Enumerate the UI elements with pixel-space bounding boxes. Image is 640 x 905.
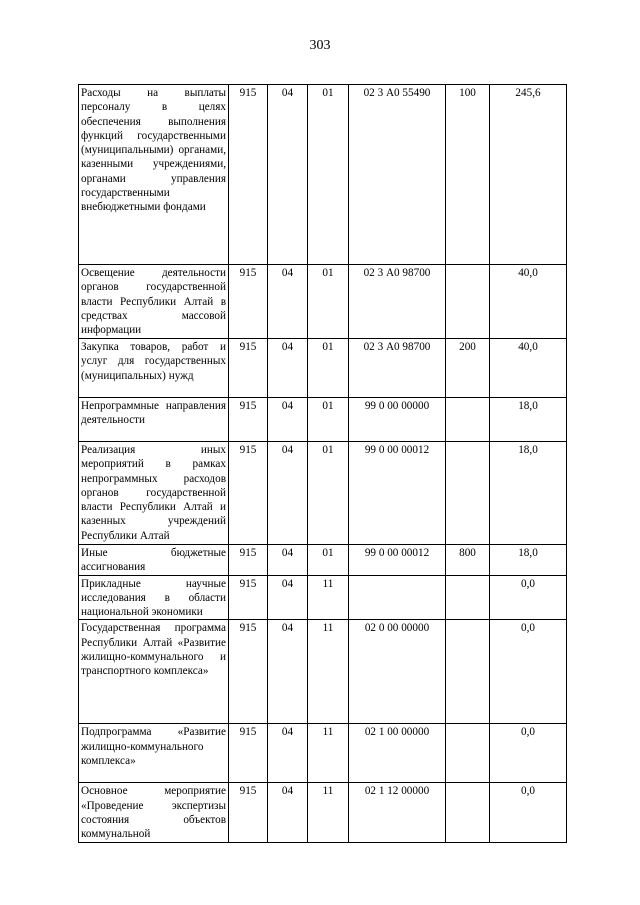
target-article-cell: 02 3 А0 55490 xyxy=(349,85,446,265)
amount-cell: 0,0 xyxy=(490,620,567,724)
section-code-cell: 04 xyxy=(268,575,308,620)
expense-type-cell xyxy=(446,724,490,783)
section-code-cell: 04 xyxy=(268,85,308,265)
expense-type-cell xyxy=(446,575,490,620)
table-row xyxy=(79,339,567,398)
target-article-cell: 99 0 00 00000 xyxy=(349,398,446,442)
table-row xyxy=(79,398,567,442)
expense-type-cell xyxy=(446,620,490,724)
expense-name-cell: Государственная программа Республики Алтай «Развитие жилищно-коммунального и транспортного комплекса» xyxy=(79,620,229,724)
subsection-code-cell: 01 xyxy=(308,442,349,545)
section-code-cell: 04 xyxy=(268,265,308,339)
amount-cell: 18,0 xyxy=(490,545,567,576)
target-article-cell: 02 0 00 00000 xyxy=(349,620,446,724)
section-code-cell: 04 xyxy=(268,442,308,545)
section-code-cell: 04 xyxy=(268,398,308,442)
subsection-code-cell: 11 xyxy=(308,783,349,842)
target-article-cell xyxy=(349,575,446,620)
amount-cell: 0,0 xyxy=(490,783,567,842)
ministry-code-cell: 915 xyxy=(229,575,268,620)
amount-cell: 40,0 xyxy=(490,265,567,339)
expense-name-cell: Подпрограмма «Развитие жилищно-коммунального комплекса» xyxy=(79,724,229,783)
section-code-cell: 04 xyxy=(268,724,308,783)
expense-type-cell xyxy=(446,398,490,442)
table-row xyxy=(79,620,567,724)
expense-name-cell: Освещение деятельности органов государственной власти Республики Алтай в средствах массовой информации xyxy=(79,265,229,339)
target-article-cell: 02 1 12 00000 xyxy=(349,783,446,842)
subsection-code-cell: 11 xyxy=(308,724,349,783)
subsection-code-cell: 01 xyxy=(308,265,349,339)
expense-name-cell: Непрограммные направления деятельности xyxy=(79,398,229,442)
subsection-code-cell: 01 xyxy=(308,85,349,265)
target-article-cell: 99 0 00 00012 xyxy=(349,545,446,576)
expense-type-cell: 800 xyxy=(446,545,490,576)
table-row xyxy=(79,724,567,783)
subsection-code-cell: 01 xyxy=(308,545,349,576)
ministry-code-cell: 915 xyxy=(229,442,268,545)
expense-name-cell: Расходы на выплаты персоналу в целях обеспечения выполнения функций государственными (муниципальными) органами, казенными учреждениями, органами управления государственными внебюджетными фондами xyxy=(79,85,229,265)
budget-table-body xyxy=(79,85,567,843)
amount-cell: 40,0 xyxy=(490,339,567,398)
table-row xyxy=(79,575,567,620)
expense-name-cell: Реализация иных мероприятий в рамках непрограммных расходов органов государственной власти Республики Алтай и казенных учреждений Республики Алтай xyxy=(79,442,229,545)
section-code-cell: 04 xyxy=(268,620,308,724)
page-number: 303 xyxy=(309,38,331,53)
ministry-code-cell: 915 xyxy=(229,620,268,724)
table-row xyxy=(79,545,567,576)
target-article-cell: 02 3 А0 98700 xyxy=(349,339,446,398)
ministry-code-cell: 915 xyxy=(229,545,268,576)
section-code-cell: 04 xyxy=(268,783,308,842)
table-row xyxy=(79,783,567,842)
ministry-code-cell: 915 xyxy=(229,85,268,265)
expense-type-cell xyxy=(446,783,490,842)
expense-name-cell: Закупка товаров, работ и услуг для государственных (муниципальных) нужд xyxy=(79,339,229,398)
amount-cell: 0,0 xyxy=(490,575,567,620)
table-row xyxy=(79,442,567,545)
ministry-code-cell: 915 xyxy=(229,339,268,398)
ministry-code-cell: 915 xyxy=(229,265,268,339)
subsection-code-cell: 11 xyxy=(308,620,349,724)
amount-cell: 0,0 xyxy=(490,724,567,783)
table-row xyxy=(79,265,567,339)
amount-cell: 245,6 xyxy=(490,85,567,265)
budget-table xyxy=(78,84,567,843)
target-article-cell: 99 0 00 00012 xyxy=(349,442,446,545)
ministry-code-cell: 915 xyxy=(229,783,268,842)
subsection-code-cell: 11 xyxy=(308,575,349,620)
target-article-cell: 02 1 00 00000 xyxy=(349,724,446,783)
expense-name-cell: Прикладные научные исследования в области национальной экономики xyxy=(79,575,229,620)
table-row xyxy=(79,85,567,265)
expense-name-cell: Основное мероприятие «Проведение экспертизы состояния объектов коммунальной xyxy=(79,783,229,842)
ministry-code-cell: 915 xyxy=(229,398,268,442)
expense-type-cell: 200 xyxy=(446,339,490,398)
target-article-cell: 02 3 А0 98700 xyxy=(349,265,446,339)
section-code-cell: 04 xyxy=(268,339,308,398)
expense-type-cell xyxy=(446,442,490,545)
amount-cell: 18,0 xyxy=(490,398,567,442)
ministry-code-cell: 915 xyxy=(229,724,268,783)
subsection-code-cell: 01 xyxy=(308,398,349,442)
section-code-cell: 04 xyxy=(268,545,308,576)
expense-name-cell: Иные бюджетные ассигнования xyxy=(79,545,229,576)
amount-cell: 18,0 xyxy=(490,442,567,545)
expense-type-cell xyxy=(446,265,490,339)
expense-type-cell: 100 xyxy=(446,85,490,265)
subsection-code-cell: 01 xyxy=(308,339,349,398)
